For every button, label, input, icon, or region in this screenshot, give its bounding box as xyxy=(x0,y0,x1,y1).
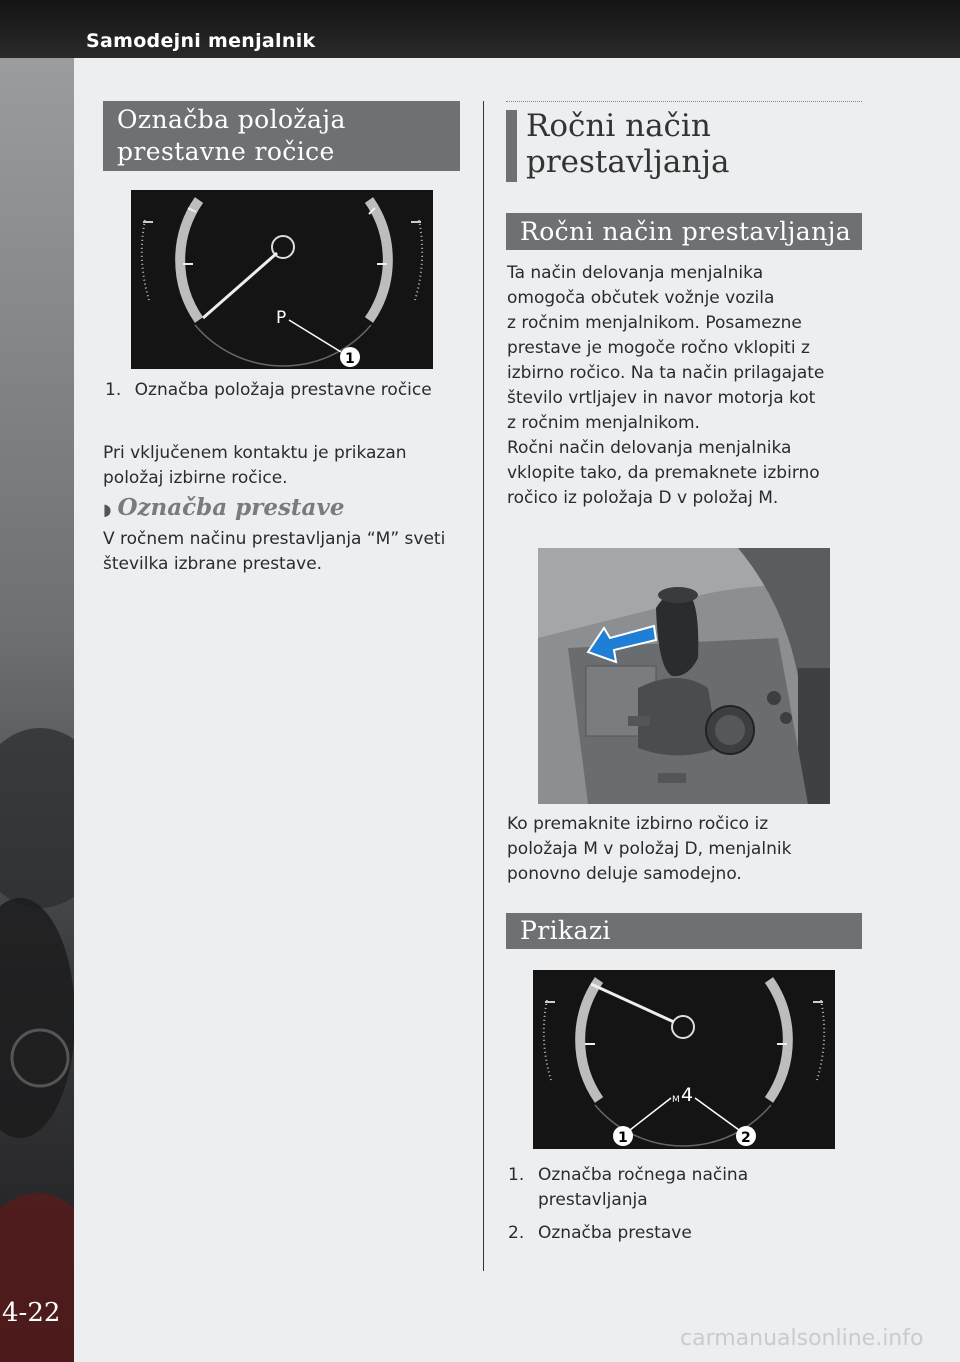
text-line: prestave je mogoče ročno vklopiti z xyxy=(507,338,810,358)
callout-1: 1 xyxy=(345,351,355,367)
subhead-gear-indicator xyxy=(103,494,344,521)
text-line: Pri vključenem kontaktu je prikazan xyxy=(103,443,407,463)
gear-letter-p: P xyxy=(276,308,287,328)
caption-1 xyxy=(105,378,432,403)
caption-text: Označba položaja prestavne ročice xyxy=(134,380,432,400)
subhead-text: Označba prestave xyxy=(117,494,345,521)
chapter-title-line2: prestavljanja xyxy=(526,144,730,180)
manual-mode-letter: M xyxy=(672,1095,680,1105)
section-title-text: Ročni način prestavljanja xyxy=(520,217,852,246)
paragraph-return-auto xyxy=(507,812,791,887)
text-line: z ročnim menjalnikom. Posamezne xyxy=(507,313,802,333)
page-number: 4-22 xyxy=(2,1298,61,1328)
text-line: vklopite tako, da premaknete izbirno xyxy=(507,463,820,483)
gauge-figure-m4 xyxy=(533,970,835,1149)
paragraph-manual-description xyxy=(507,261,824,511)
text-line: položaja M v položaj D, menjalnik xyxy=(507,839,792,859)
text-line: omogoča občutek vožnje vozila xyxy=(507,288,775,308)
text-line: Ko premaknite izbirno ročico iz xyxy=(507,814,769,834)
callout-1: 1 xyxy=(618,1130,628,1146)
watermark: carmanualsonline.info xyxy=(680,1326,924,1351)
interior-photo-strip xyxy=(0,58,74,1362)
column-divider xyxy=(483,101,484,1271)
callout-2: 2 xyxy=(741,1130,751,1146)
triangle-bullet-icon: ◗ xyxy=(103,500,112,519)
caption-number: 1. xyxy=(105,380,122,400)
section-title-line1: Označba položaja xyxy=(117,105,346,134)
list-text: prestavljanja xyxy=(538,1190,648,1210)
text-line: položaj izbirne ročice. xyxy=(103,468,288,488)
text-line: število vrtljajev in navor motorja kot xyxy=(507,388,816,408)
list-text: Označba ročnega načina xyxy=(538,1165,749,1185)
chapter-title-manual-mode xyxy=(506,101,862,182)
chapter-title-line1: Ročni način xyxy=(526,108,711,144)
text-line: številka izbrane prestave. xyxy=(103,554,323,574)
text-line: ponovno deluje samodejno. xyxy=(507,864,742,884)
shifter-photo xyxy=(538,548,830,804)
gauge-figure-p xyxy=(131,190,433,369)
section-title-line2: prestavne ročice xyxy=(117,137,335,166)
side-strip xyxy=(0,58,74,1362)
gear-number: 4 xyxy=(681,1084,694,1106)
list-text: Označba prestave xyxy=(538,1223,692,1243)
text-line: ročico iz položaja D v položaj M. xyxy=(507,488,779,508)
text-line: V ročnem načinu prestavljanja “M” sveti xyxy=(103,529,446,549)
section-title-displays xyxy=(506,913,862,949)
page-header xyxy=(0,0,960,58)
paragraph-manual-gear xyxy=(103,527,445,577)
text-line: izbirno ročico. Na ta način prilagajate xyxy=(507,363,825,383)
text-line: Ročni način delovanja menjalnika xyxy=(507,438,792,458)
text-line: z ročnim menjalnikom. xyxy=(507,413,700,433)
section-title-gear-indicator xyxy=(103,101,460,171)
section-title-text: Prikazi xyxy=(520,916,611,945)
section-title-manual-mode xyxy=(506,213,862,250)
paragraph-ignition xyxy=(103,441,407,491)
list-number: 1. xyxy=(508,1165,525,1185)
chapter-bar xyxy=(506,110,517,182)
text-line: Ta način delovanja menjalnika xyxy=(507,263,764,283)
header-title: Samodejni menjalnik xyxy=(86,30,316,52)
list-number: 2. xyxy=(508,1223,525,1243)
